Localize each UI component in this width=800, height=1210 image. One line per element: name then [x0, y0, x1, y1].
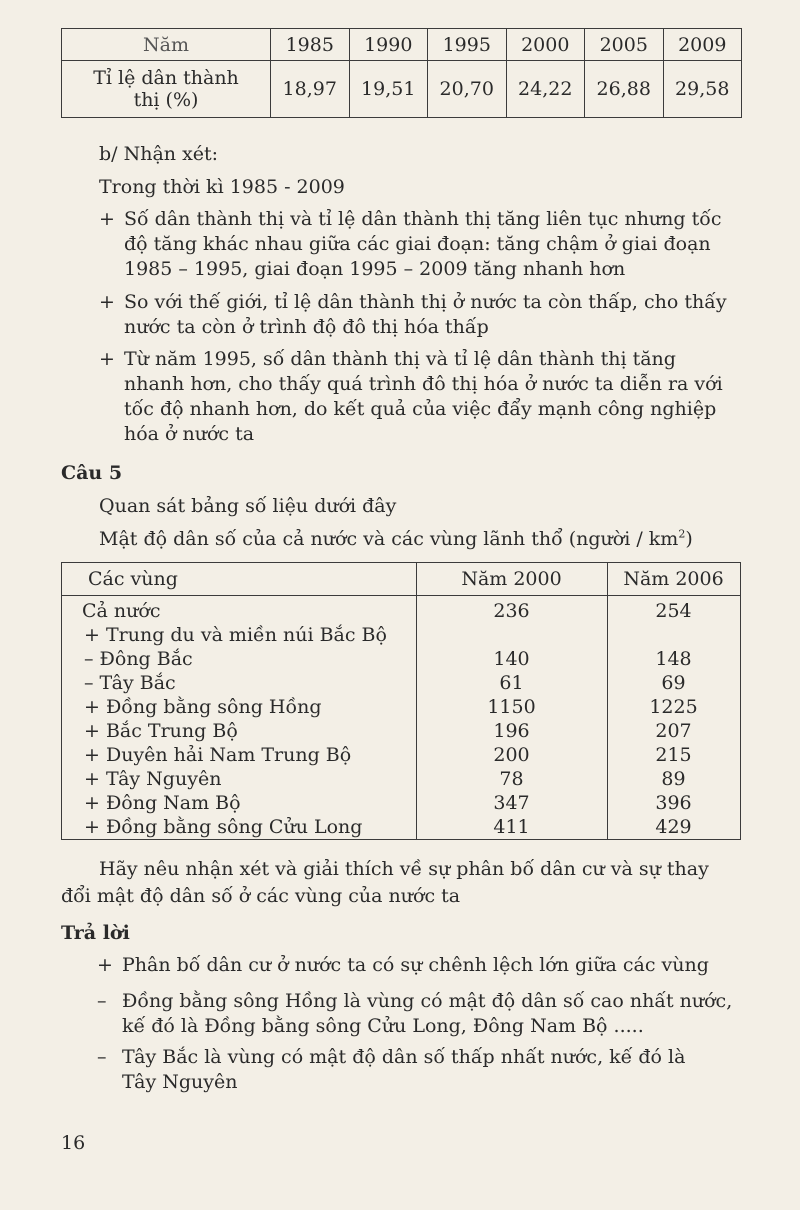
bullet-line: tốc độ nhanh hơn, do kết quả của việc đẩy mạnh công nghiệp — [124, 398, 717, 420]
bullet-line: hóa ở nước ta — [124, 423, 255, 445]
bullet-marker: – — [97, 990, 107, 1012]
bullet-line: nước ta còn ở trình độ đô thị hóa thấp — [124, 316, 489, 338]
year-cell: 1995 — [428, 29, 507, 61]
density-2000: 1150 — [487, 696, 536, 718]
value-cell: 20,70 — [428, 61, 507, 118]
question-title: Câu 5 — [61, 462, 123, 484]
density-2006: 254 — [655, 600, 692, 622]
bullet-line: độ tăng khác nhau giữa các giai đoạn: tăng chậm ở giai đoạn — [124, 233, 711, 255]
region-name: + Đông Nam Bộ — [84, 792, 241, 814]
density-2000: 196 — [493, 720, 530, 742]
density-2000: 61 — [499, 672, 524, 694]
row-label-line: thị (%) — [133, 89, 199, 111]
value-cell: 18,97 — [271, 61, 350, 118]
bullet-marker: + — [99, 291, 115, 313]
density-2000: 347 — [493, 792, 530, 814]
page-number: 16 — [61, 1132, 86, 1154]
bullet-line: 1985 – 1995, giai đoạn 1995 – 2009 tăng nhanh hơn — [124, 258, 626, 280]
region-name: + Đồng bằng sông Hồng — [84, 696, 322, 718]
year-cell: 1990 — [349, 29, 428, 61]
population-density-table — [61, 562, 741, 840]
table-caption — [99, 527, 693, 552]
region-name: + Tây Nguyên — [84, 768, 222, 790]
urban-rate-row-label — [62, 61, 271, 118]
year-cell: 2009 — [663, 29, 742, 61]
answer-title: Trả lời — [61, 922, 130, 944]
region-name: – Đông Bắc — [84, 648, 193, 670]
urban-rate-table — [61, 28, 742, 118]
bullet-line: Từ năm 1995, số dân thành thị và tỉ lệ dân thành thị tăng — [124, 348, 676, 370]
bullet-line: Tây Nguyên — [122, 1071, 238, 1093]
region-name: + Đồng bằng sông Cửu Long — [84, 816, 363, 838]
year-cell: 1985 — [271, 29, 350, 61]
remarks-heading: b/ Nhận xét: — [99, 143, 219, 165]
density-2006: 207 — [655, 720, 692, 742]
bullet-line: nhanh hơn, cho thấy quá trình đô thị hóa ở nước ta diễn ra với — [124, 373, 723, 395]
density-2006: 89 — [661, 768, 686, 790]
region-name: – Tây Bắc — [84, 672, 176, 694]
density-2006: 69 — [661, 672, 686, 694]
question-instruction: Quan sát bảng số liệu dưới đây — [99, 495, 397, 517]
density-2006: 1225 — [649, 696, 698, 718]
density-2006: 148 — [655, 648, 692, 670]
question-prompt-line: Hãy nêu nhận xét và giải thích về sự phân bố dân cư và sự thay — [99, 858, 709, 880]
density-2006: 215 — [655, 744, 692, 766]
bullet-line: Đồng bằng sông Hồng là vùng có mật độ dân số cao nhất nước, — [122, 990, 733, 1012]
question-prompt-line: đổi mật độ dân số ở các vùng của nước ta — [61, 885, 461, 907]
density-2000: 140 — [493, 648, 530, 670]
remarks-period: Trong thời kì 1985 - 2009 — [99, 176, 345, 198]
bullet-marker: + — [97, 954, 113, 976]
value-cell: 29,58 — [663, 61, 742, 118]
header-year-2000: Năm 2000 — [461, 568, 562, 590]
bullet-line: Phân bố dân cư ở nước ta có sự chênh lệch lớn giữa các vùng — [122, 954, 709, 976]
caption-text: Mật độ dân số của cả nước và các vùng lãnh thổ (người / km — [99, 528, 679, 550]
table-row — [62, 61, 742, 118]
bullet-marker: + — [99, 208, 115, 230]
density-2006: 396 — [655, 792, 692, 814]
bullet-line: kế đó là Đồng bằng sông Cửu Long, Đông Nam Bộ ..... — [122, 1015, 644, 1037]
row-label-line: Tỉ lệ dân thành — [93, 67, 239, 89]
year-header-label: Năm — [62, 29, 271, 61]
bullet-marker: – — [97, 1046, 107, 1068]
header-year-2006: Năm 2006 — [623, 568, 724, 590]
table-row — [62, 29, 742, 61]
bullet-line: Tây Bắc là vùng có mật độ dân số thấp nhất nước, kế đó là — [122, 1046, 686, 1068]
header-region: Các vùng — [88, 568, 178, 590]
region-name: + Bắc Trung Bộ — [84, 720, 238, 742]
year-cell: 2005 — [585, 29, 664, 61]
value-cell: 24,22 — [506, 61, 585, 118]
density-2006: 429 — [655, 816, 692, 838]
region-name: + Trung du và miền núi Bắc Bộ — [84, 624, 387, 646]
region-name: Cả nước — [82, 600, 161, 622]
region-name: + Duyên hải Nam Trung Bộ — [84, 744, 352, 766]
value-cell: 26,88 — [585, 61, 664, 118]
year-cell: 2000 — [506, 29, 585, 61]
caption-end: ) — [685, 528, 693, 550]
value-cell: 19,51 — [349, 61, 428, 118]
density-2000: 236 — [493, 600, 530, 622]
density-2000: 200 — [493, 744, 530, 766]
density-2000: 78 — [499, 768, 524, 790]
density-2000: 411 — [493, 816, 530, 838]
bullet-line: So với thế giới, tỉ lệ dân thành thị ở nước ta còn thấp, cho thấy — [124, 291, 727, 313]
bullet-marker: + — [99, 348, 115, 370]
caption-superscript: 2 — [678, 527, 686, 541]
header-divider — [62, 595, 740, 596]
bullet-line: Số dân thành thị và tỉ lệ dân thành thị tăng liên tục nhưng tốc — [124, 208, 722, 230]
